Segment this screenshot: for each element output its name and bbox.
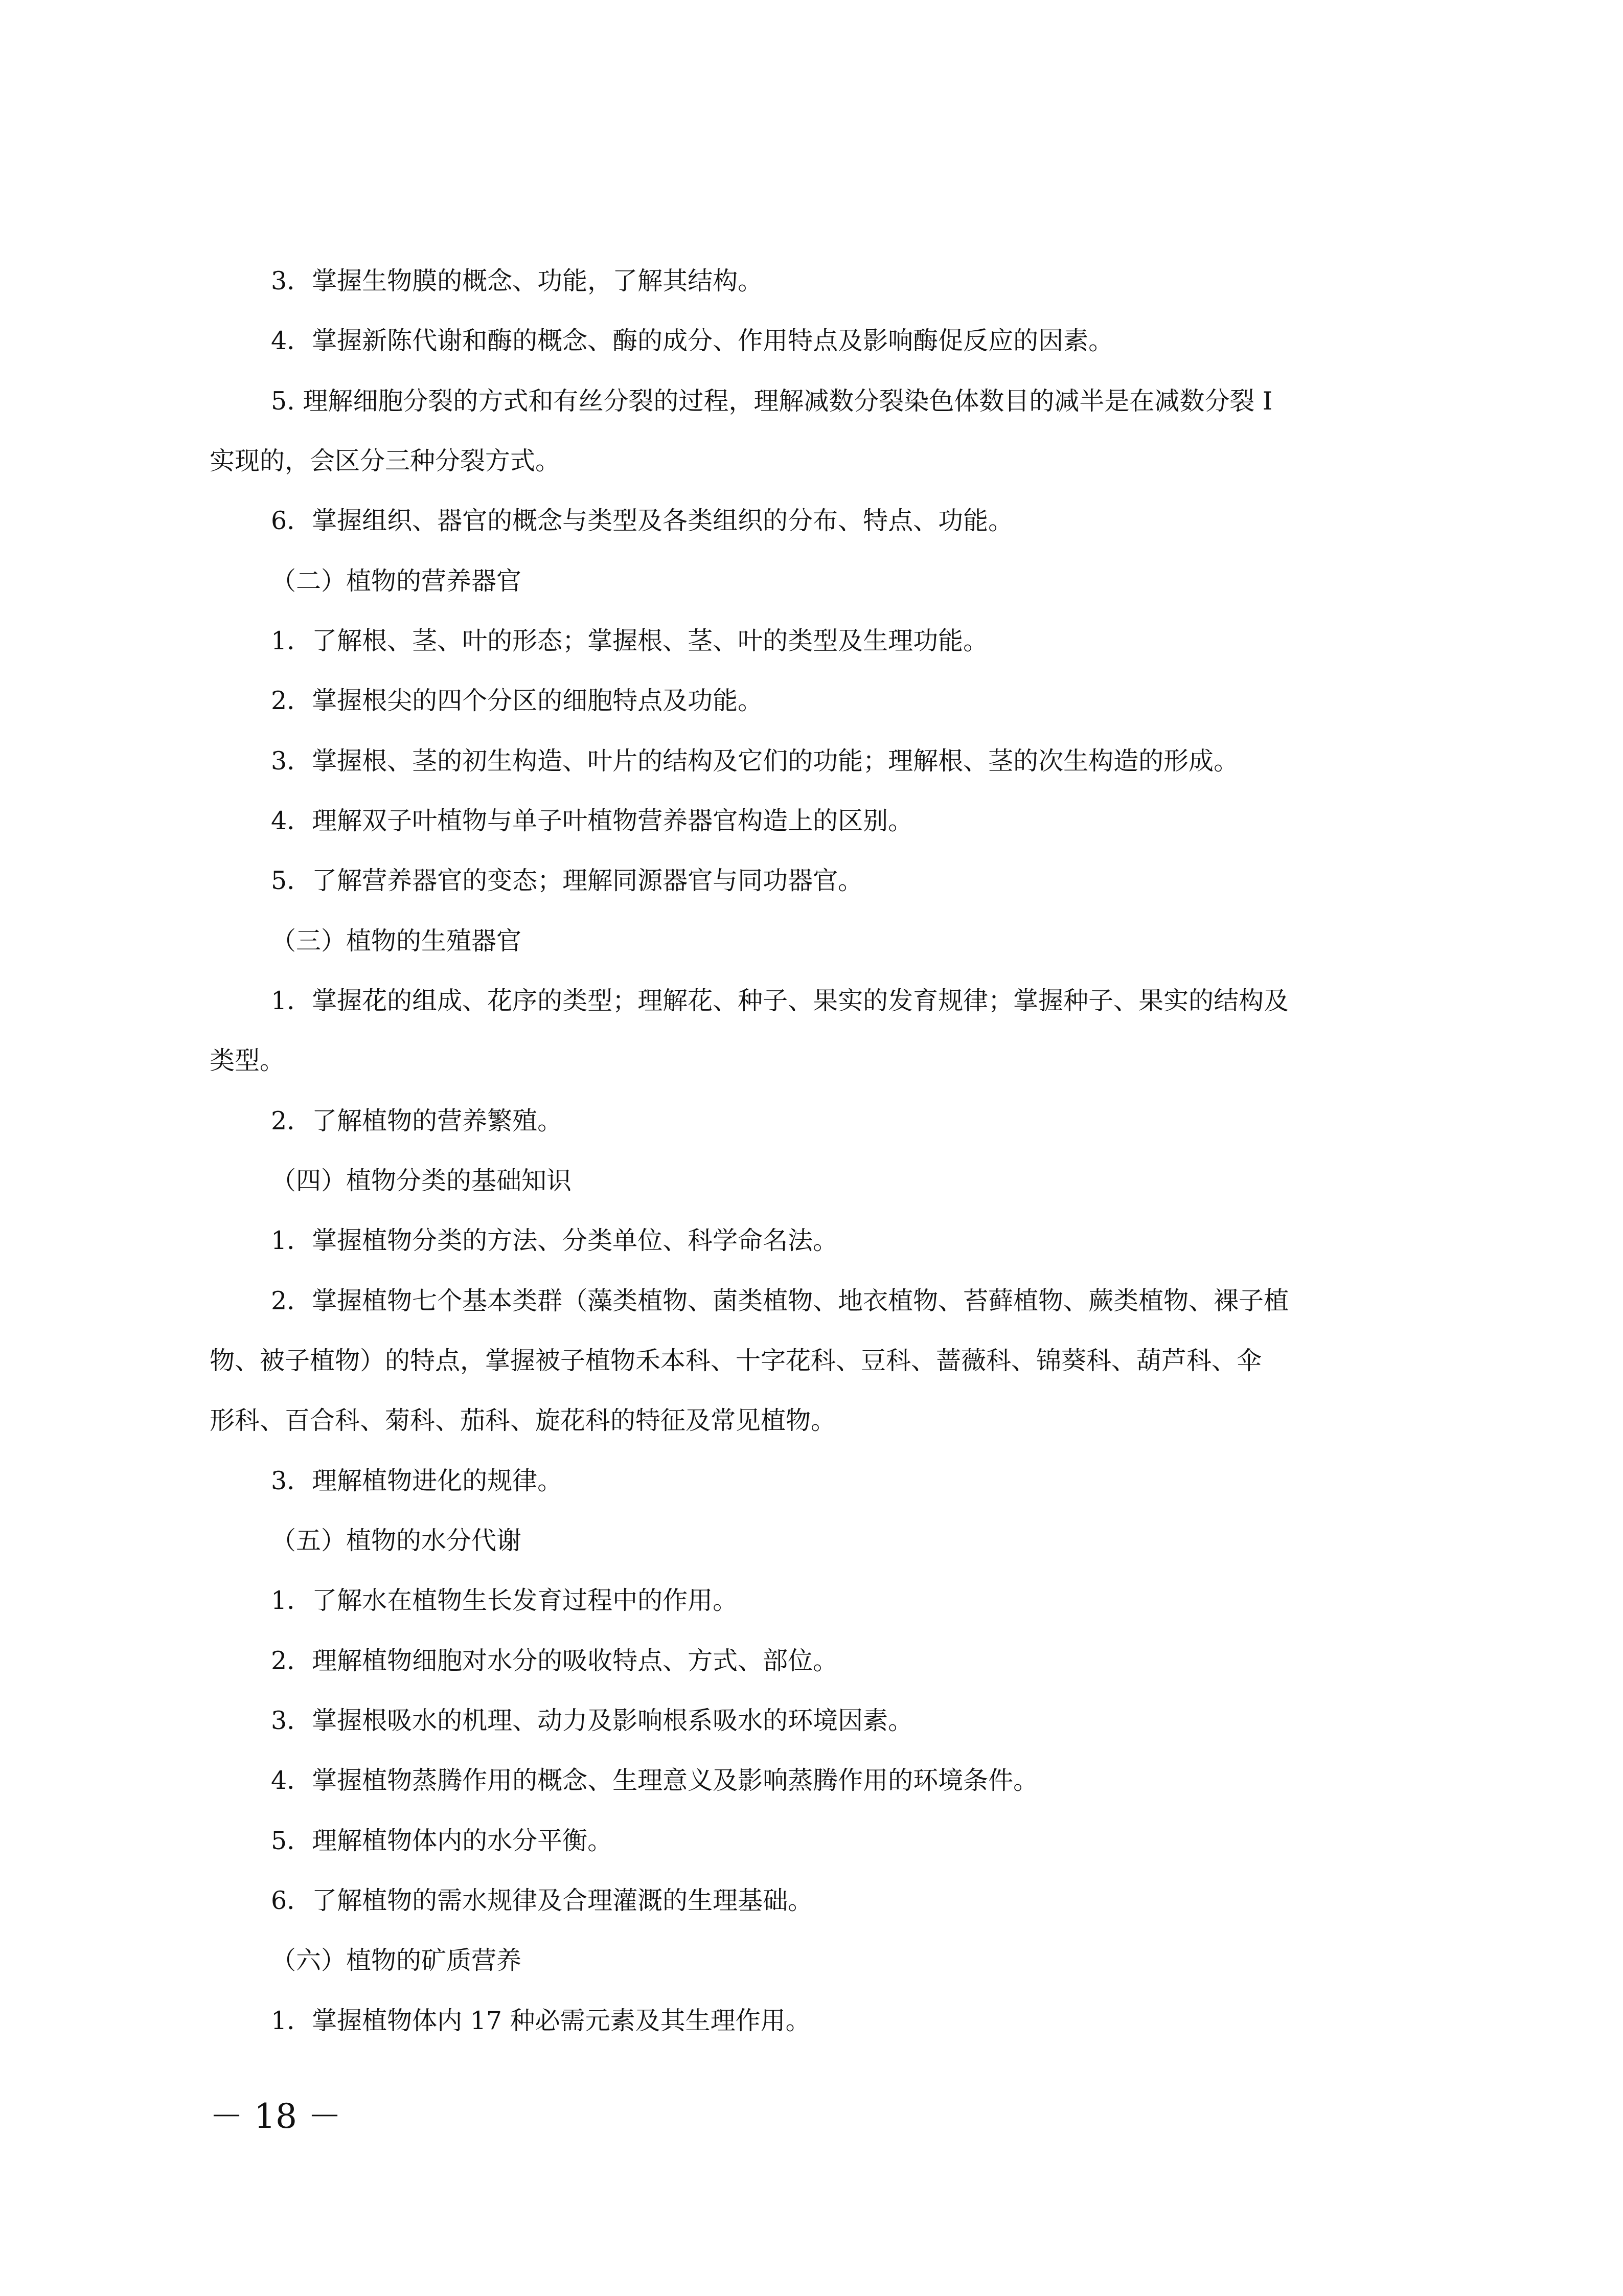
- text-line: 2．理解植物细胞对水分的吸收特点、方式、部位。: [271, 1646, 838, 1675]
- text-line: 物、被子植物）的特点，掌握被子植物禾本科、十字花科、豆科、蔷薇科、锦葵科、葫芦科、伞: [210, 1346, 1262, 1375]
- text-line: 形科、百合科、菊科、茄科、旋花科的特征及常见植物。: [210, 1406, 836, 1435]
- text-line: 2．掌握根尖的四个分区的细胞特点及功能。: [271, 686, 763, 715]
- text-line: 1．掌握植物分类的方法、分类单位、科学命名法。: [271, 1226, 838, 1255]
- text-line: 4．掌握新陈代谢和酶的概念、酶的成分、作用特点及影响酶促反应的因素。: [271, 326, 1114, 355]
- text-line: 1．了解根、茎、叶的形态；掌握根、茎、叶的类型及生理功能。: [271, 626, 989, 655]
- text-line: 2．了解植物的营养繁殖。: [271, 1106, 563, 1135]
- text-line: 2．掌握植物七个基本类群（藻类植物、菌类植物、地衣植物、苔藓植物、蕨类植物、裸子植: [271, 1286, 1289, 1315]
- text-line: 3．掌握生物膜的概念、功能，了解其结构。: [271, 266, 763, 295]
- text-line: 3．理解植物进化的规律。: [271, 1466, 563, 1495]
- text-line: 5．了解营养器官的变态；理解同源器官与同功器官。: [271, 866, 863, 895]
- section-heading: （五）植物的水分代谢: [271, 1526, 522, 1555]
- text-line: 5. 理解细胞分裂的方式和有丝分裂的过程，理解减数分裂染色体数目的减半是在减数分裂 I: [271, 387, 1273, 416]
- text-line: 6．掌握组织、器官的概念与类型及各类组织的分布、特点、功能。: [271, 506, 1014, 535]
- text-line: 3．掌握根吸水的机理、动力及影响根系吸水的环境因素。: [271, 1706, 913, 1735]
- text-line: 1．了解水在植物生长发育过程中的作用。: [271, 1586, 738, 1615]
- text-line: 1．掌握花的组成、花序的类型；理解花、种子、果实的发育规律；掌握种子、果实的结构及: [271, 986, 1289, 1015]
- section-heading: （四）植物分类的基础知识: [271, 1166, 572, 1195]
- text-line: 6．了解植物的需水规律及合理灌溉的生理基础。: [271, 1886, 813, 1915]
- text-line: 4．掌握植物蒸腾作用的概念、生理意义及影响蒸腾作用的环境条件。: [271, 1766, 1039, 1795]
- text-line: 4．理解双子叶植物与单子叶植物营养器官构造上的区别。: [271, 806, 913, 835]
- page-number: － 18 －: [210, 2097, 341, 2136]
- section-heading: （六）植物的矿质营养: [271, 1946, 522, 1975]
- text-line: 3．掌握根、茎的初生构造、叶片的结构及它们的功能；理解根、茎的次生构造的形成。: [271, 746, 1239, 776]
- section-heading: （二）植物的营养器官: [271, 566, 522, 596]
- section-heading: （三）植物的生殖器官: [271, 926, 522, 956]
- text-line: 类型。: [210, 1046, 285, 1075]
- text-line: 1．掌握植物体内 17 种必需元素及其生理作用。: [271, 2006, 811, 2035]
- text-line: 实现的，会区分三种分裂方式。: [210, 446, 561, 475]
- text-line: 5．理解植物体内的水分平衡。: [271, 1826, 613, 1855]
